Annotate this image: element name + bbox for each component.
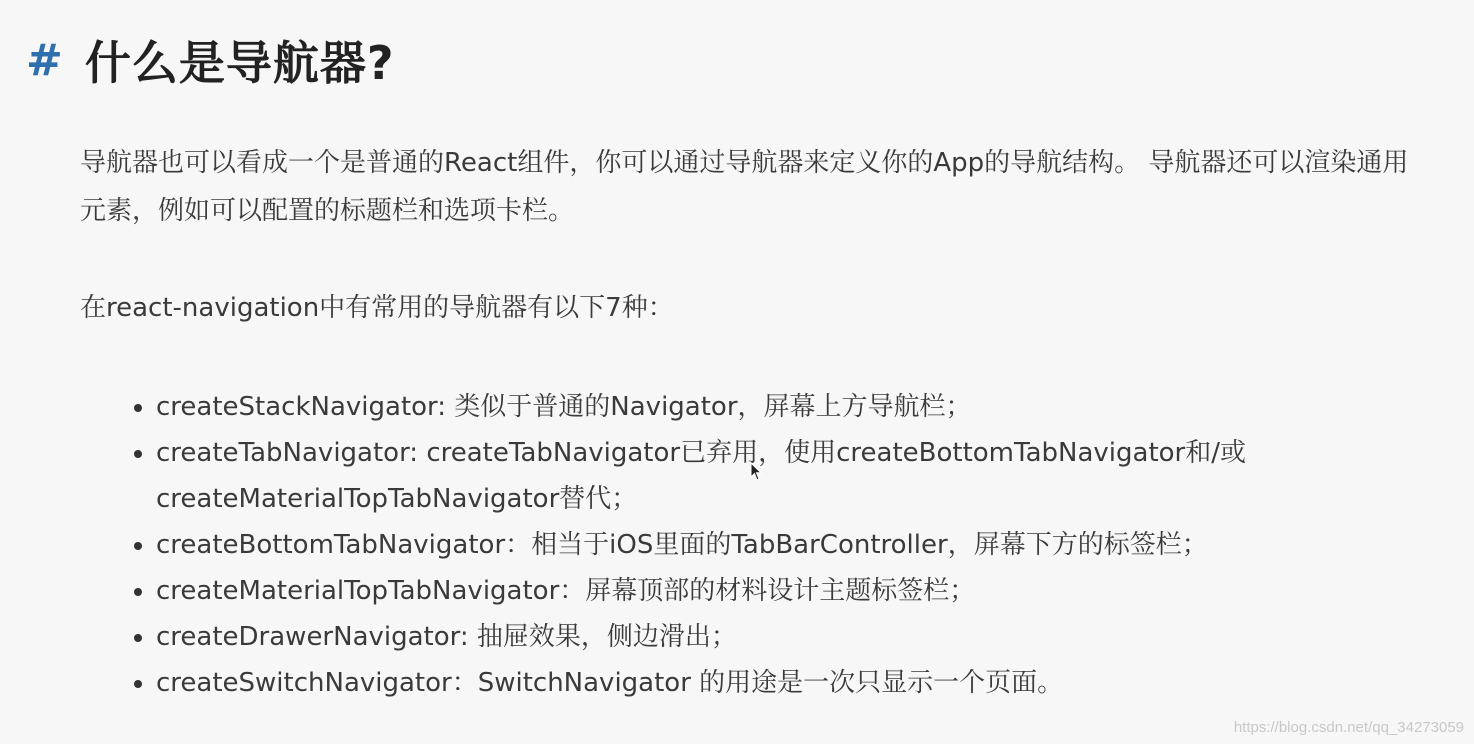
list-item: • createTabNavigator: createTabNavigator已弃用，使用createBottomTabNavigator和/或createMaterialTopTabNavigator替代； <box>156 430 1456 522</box>
section-heading <box>26 30 395 90</box>
list-item: • createMaterialTopTabNavigator：屏幕顶部的材料设计主题标签栏； <box>156 568 1456 614</box>
navigator-list <box>116 384 1456 706</box>
heading-hash-mark: # <box>26 34 63 86</box>
mouse-pointer-icon <box>750 462 762 482</box>
navigators-intro-paragraph: 在react-navigation中有常用的导航器有以下7种： <box>80 293 674 323</box>
list-item: • createBottomTabNavigator：相当于iOS里面的TabBarController，屏幕下方的标签栏； <box>156 522 1456 568</box>
intro-paragraph: 导航器也可以看成一个是普通的React组件，你可以通过导航器来定义你的App的导航结构。 导航器还可以渲染通用元素，例如可以配置的标题栏和选项卡栏。 <box>80 148 1409 226</box>
list-item: • createDrawerNavigator: 抽屉效果，侧边滑出； <box>156 614 1456 660</box>
list-item: • createStackNavigator: 类似于普通的Navigator，屏幕上方导航栏； <box>156 384 1456 430</box>
watermark-url: https://blog.csdn.net/qq_34273059 <box>1233 719 1464 736</box>
list-item: • createSwitchNavigator：SwitchNavigator 的用途是一次只显示一个页面。 <box>156 660 1456 706</box>
page-title: 什么是导航器? <box>84 36 395 90</box>
